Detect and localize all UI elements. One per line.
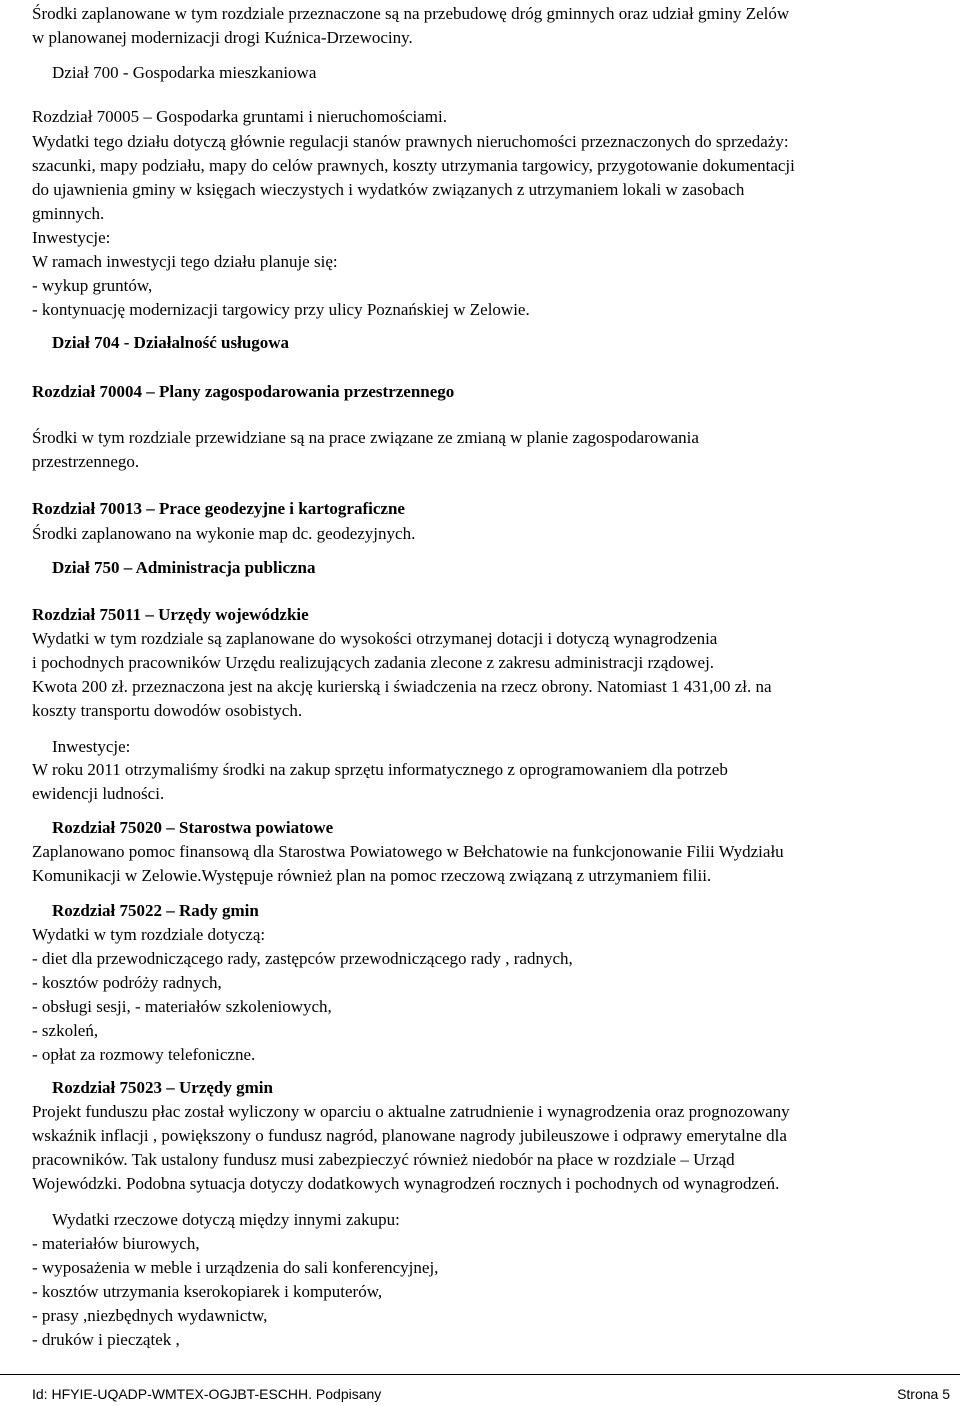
text-line: Zaplanowano pomoc finansową dla Starostwa Powiatowego w Bełchatowie na funkcjonowanie Filii Wydziału	[32, 842, 784, 861]
text-line: Wydatki rzeczowe dotyczą między innymi zakupu:	[52, 1210, 400, 1229]
text-line: koszty transportu dowodów osobistych.	[32, 701, 303, 720]
footer-page-number: Strona 5	[897, 1386, 950, 1402]
text-line: Komunikacji w Zelowie.Występuje również plan na pomoc rzeczową związaną z utrzymaniem filii.	[32, 866, 712, 885]
text-line: szacunki, mapy podziału, mapy do celów prawnych, koszty utrzymania targowicy, przygotowanie dokumentacji	[32, 156, 795, 175]
text-line: Kwota 200 zł. przeznaczona jest na akcję kurierską i świadczenia na rzecz obrony. Natomiast 1 431,00 zł. na	[32, 677, 772, 696]
text-line: Wydatki tego działu dotyczą głównie regulacji stanów prawnych nieruchomości przeznaczonych do sprzedaży:	[32, 132, 789, 151]
text-line: ewidencji ludności.	[32, 784, 165, 803]
section-heading: Dział 704 - Działalność usługowa	[52, 333, 290, 352]
chapter-heading: Rozdział 70005 – Gospodarka gruntami i nieruchomościami.	[32, 107, 447, 126]
text-line: w planowanej modernizacji drogi Kuźnica-Drzewociny.	[32, 28, 413, 47]
list-item: - prasy ,niezbędnych wydawnictw,	[32, 1306, 268, 1325]
list-item: - kosztów utrzymania kserokopiarek i komputerów,	[32, 1282, 383, 1301]
list-item: - kontynuację modernizacji targowicy przy ulicy Poznańskiej w Zelowie.	[32, 300, 530, 319]
chapter-heading: Rozdział 75023 – Urzędy gmin	[52, 1078, 273, 1097]
list-item: - kosztów podróży radnych,	[32, 973, 222, 992]
subheading-investments: Inwestycje:	[52, 737, 131, 756]
footer-document-id: Id: HFYIE-UQADP-WMTEX-OGJBT-ESCHH. Podpisany	[32, 1386, 382, 1402]
text-line: W roku 2011 otrzymaliśmy środki na zakup sprzętu informatycznego z oprogramowaniem dla potrzeb	[32, 760, 728, 779]
text-line: Wydatki w tym rozdziale dotyczą:	[32, 925, 266, 944]
text-line: Środki zaplanowano na wykonie map dc. geodezyjnych.	[32, 524, 416, 543]
chapter-heading: Rozdział 75020 – Starostwa powiatowe	[52, 818, 334, 837]
list-item: - materiałów biurowych,	[32, 1234, 200, 1253]
text-line: pracowników. Tak ustalony fundusz musi zabezpieczyć również niedobór na płace w rozdziale – Urząd	[32, 1150, 735, 1169]
subheading-investments: Inwestycje:	[32, 228, 111, 247]
text-line: Projekt funduszu płac został wyliczony w oparciu o aktualne zatrudnienie i wynagrodzenia oraz prognozowany	[32, 1102, 790, 1121]
footer-divider	[0, 1374, 960, 1375]
list-item: - druków i pieczątek ,	[32, 1330, 180, 1349]
text-line: W ramach inwestycji tego działu planuje się:	[32, 252, 338, 271]
text-line: Wojewódzki. Podobna sytuacja dotyczy dodatkowych wynagrodzeń rocznych i pochodnych od wynagrodzeń.	[32, 1174, 780, 1193]
text-line: do ujawnienia gminy w księgach wieczystych i wydatków związanych z utrzymaniem lokali w zasobach	[32, 180, 745, 199]
text-line: i pochodnych pracowników Urzędu realizujących zadania zlecone z zakresu administracji rządowej.	[32, 653, 715, 672]
chapter-heading: Rozdział 75011 – Urzędy wojewódzkie	[32, 605, 309, 624]
list-item: - obsługi sesji, - materiałów szkoleniowych,	[32, 997, 332, 1016]
section-heading: Dział 750 – Administracja publiczna	[52, 558, 316, 577]
text-line: Środki w tym rozdziale przewidziane są na prace związane ze zmianą w planie zagospodarowania	[32, 428, 699, 447]
list-item: - wyposażenia w meble i urządzenia do sali konferencyjnej,	[32, 1258, 439, 1277]
list-item: - szkoleń,	[32, 1021, 99, 1040]
chapter-heading: Rozdział 75022 – Rady gmin	[52, 901, 259, 920]
text-line: przestrzennego.	[32, 452, 140, 471]
section-heading: Dział 700 - Gospodarka mieszkaniowa	[52, 63, 317, 82]
list-item: - wykup gruntów,	[32, 276, 153, 295]
text-line: Środki zaplanowane w tym rozdziale przeznaczone są na przebudowę dróg gminnych oraz udział gminy Zelów	[32, 4, 790, 23]
list-item: - diet dla przewodniczącego rady, zastępców przewodniczącego rady , radnych,	[32, 949, 573, 968]
list-item: - opłat za rozmowy telefoniczne.	[32, 1045, 256, 1064]
text-line: Wydatki w tym rozdziale są zaplanowane do wysokości otrzymanej dotacji i dotyczą wynagrodzenia	[32, 629, 718, 648]
chapter-heading: Rozdział 70013 – Prace geodezyjne i kartograficzne	[32, 499, 405, 518]
text-line: gminnych.	[32, 204, 105, 223]
chapter-heading: Rozdział 70004 – Plany zagospodarowania przestrzennego	[32, 382, 455, 401]
text-line: wskaźnik inflacji , powiększony o fundusz nagród, planowane nagrody jubileuszowe i odprawy emerytalne dla	[32, 1126, 787, 1145]
